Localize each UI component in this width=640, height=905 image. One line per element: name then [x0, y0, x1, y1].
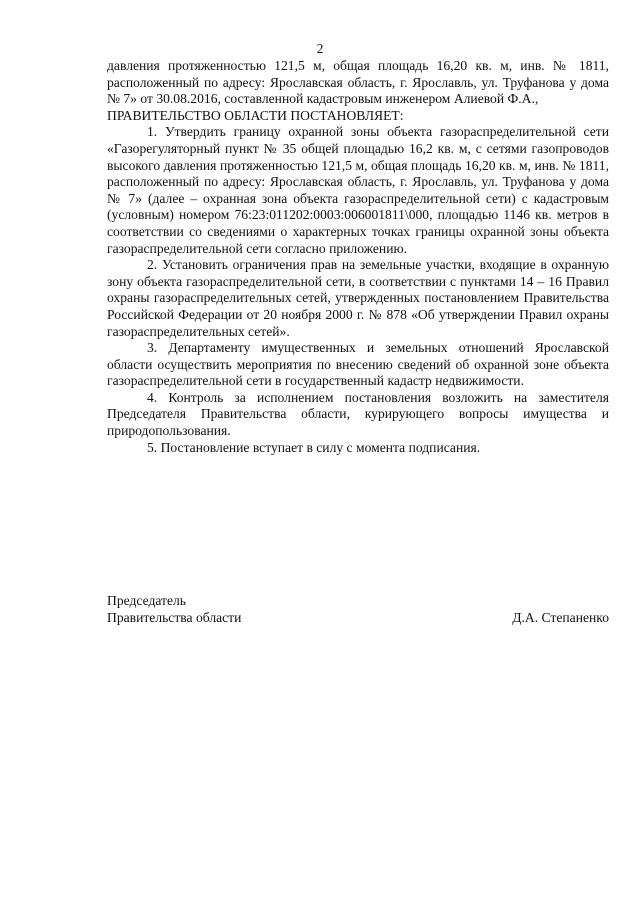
- signatory-name: Д.А. Степаненко: [512, 609, 609, 625]
- item-2-paragraph: 2. Установить ограничения прав на земельные участки, входящие в охранную зону объекта газораспределительной сети, в соответствии с пунктами 14 – 16 Правил охраны газораспределительных сетей, утвержденных постановлением Правительства Российской Федерации от 20 ноября 2000 г. № 878 «Об утверждении Правил охраны газораспределительных сетей».: [107, 257, 609, 339]
- intro-paragraph: давления протяженностью 121,5 м, общая площадь 16,20 кв. м, инв. № 1811, расположенный по адресу: Ярославская область, г. Ярославль, ул. Труфанова у дома № 7» от 30.08.2016, составленной кадастровым инженером Алиевой Ф.А.,: [107, 58, 609, 107]
- signature-block: [107, 593, 609, 626]
- item-4-paragraph: 4. Контроль за исполнением постановления возложить на заместителя Председателя Правительства области, курирующего вопросы имущества и природопользования.: [107, 389, 609, 439]
- resolution-heading: ПРАВИТЕЛЬСТВО ОБЛАСТИ ПОСТАНОВЛЯЕТ:: [107, 107, 404, 123]
- document-body: [107, 58, 609, 456]
- item-3-paragraph: 3. Департаменту имущественных и земельных отношений Ярославской области осуществить мероприятия по внесению сведений об охранной зоне объекта газораспределительной сети в государственный кадастр недвижимости.: [107, 340, 609, 389]
- item-5-paragraph: 5. Постановление вступает в силу с момента подписания.: [147, 439, 481, 455]
- item-1-paragraph: 1. Утвердить границу охранной зоны объекта газораспределительной сети «Газорегуляторный пункт № 35 общей площадью 16,2 кв. м, с сетями газопроводов высокого давления протяженностью 121,5 м, общая площадь 16,20 кв. м, инв. № 1811, расположенный по адресу: Ярославская область, г. Ярославль, ул. Труфанова у дома № 7» (далее – охранная зона объекта газораспределительной сети) с кадастровым (условным) номером 76:23:011202:0003:006001811\000, площадью 1146 кв. метров в соответствии со сведениями о характерных точках границы охранной зоны объекта газораспределительной сети согласно приложению.: [107, 124, 609, 256]
- page-number: 2: [316, 41, 324, 56]
- signatory-title-line2: Правительства области: [107, 609, 242, 625]
- signatory-title-line1: Председатель: [107, 593, 186, 608]
